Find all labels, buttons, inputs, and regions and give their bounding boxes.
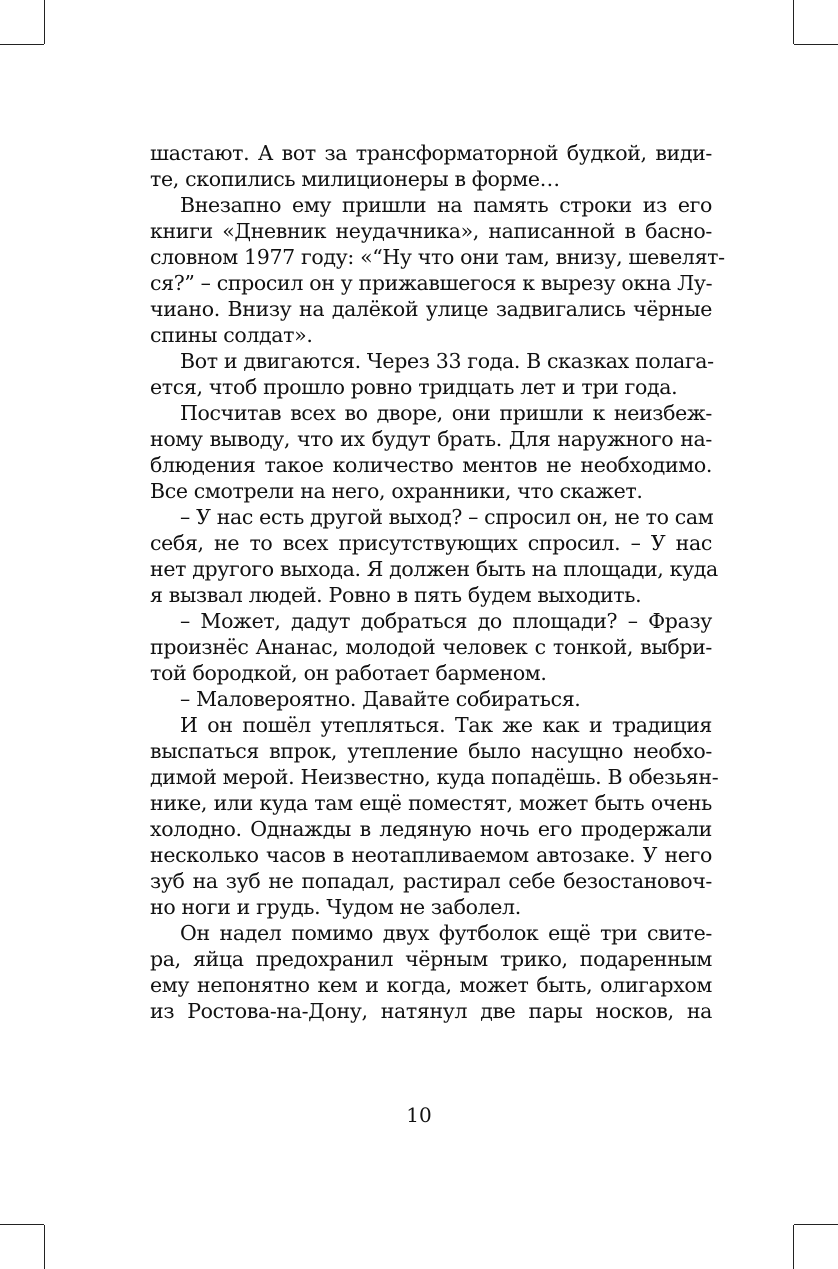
text-line: Все смотрели на него, охранники, что скажет. (150, 479, 643, 503)
text-line: Вот и двигаются. Через 33 года. В сказках полага- (180, 349, 714, 373)
text-line: шастают. А вот за трансформаторной будкой, види- (150, 141, 712, 165)
text-line: – У нас есть другой выход? – спросил он, не то сам (180, 505, 714, 529)
text-line: себя, не то всех присутствующих спросил. – У нас (150, 531, 712, 555)
text-line: Внезапно ему пришли на память строки из его (180, 193, 712, 217)
text-line: книги «Дневник неудачника», написанной в басно- (150, 219, 712, 243)
body-text (150, 140, 725, 1024)
text-line: – Может, дадут добраться до площади? – Фразу (180, 609, 712, 633)
text-line: – Маловероятно. Давайте собираться. (180, 687, 581, 711)
crop-mark-bottom-left (0, 1224, 44, 1225)
text-line: словном 1977 году: «“Ну что они там, внизу, шевелят- (150, 245, 725, 269)
text-line: зуб на зуб не попадал, растирал себе безостановоч- (150, 869, 712, 893)
text-line: но ноги и грудь. Чудом не заболел. (150, 895, 521, 919)
text-line: И он пошёл утепляться. Так же как и традиция (180, 713, 712, 737)
crop-mark-top-right (794, 44, 838, 45)
page-number: 10 (406, 1103, 432, 1127)
text-line: Посчитав всех во дворе, они пришли к неизбеж- (180, 401, 712, 425)
text-line: ему непонятно кем и когда, может быть, олигархом (150, 973, 712, 997)
crop-mark-top-left (44, 0, 45, 44)
text-line: несколько часов в неотапливаемом автозаке. У него (150, 843, 712, 867)
text-line: холодно. Однажды в ледяную ночь его продержали (150, 817, 712, 841)
crop-mark-bottom-right (794, 1224, 838, 1225)
text-line: ется, чтоб прошло ровно тридцать лет и три года. (150, 375, 678, 399)
crop-mark-bottom-right (793, 1225, 794, 1269)
text-line: я вызвал людей. Ровно в пять будем выходить. (150, 583, 642, 607)
crop-mark-top-right (793, 0, 794, 44)
text-line: димой мерой. Неизвестно, куда попадёшь. В обезьян- (150, 765, 719, 789)
text-line: ра, яйца предохранил чёрным трико, подаренным (150, 947, 712, 971)
text-line: Он надел помимо двух футболок ещё три свите- (180, 921, 712, 945)
text-line: ному выводу, что их будут брать. Для наружного на- (150, 427, 712, 451)
crop-mark-bottom-left (44, 1225, 45, 1269)
text-line: ся?” – спросил он у прижавшегося к вырезу окна Лу- (150, 271, 713, 295)
crop-mark-top-left (0, 44, 44, 45)
text-line: той бородкой, он работает барменом. (150, 661, 547, 685)
text-line: спины солдат». (150, 323, 313, 347)
text-line: чиано. Внизу на далёкой улице задвигались чёрные (150, 297, 712, 321)
text-line: нике, или куда там ещё поместят, может быть очень (150, 791, 712, 815)
text-line: те, скопились милиционеры в форме… (150, 167, 560, 191)
text-line: нет другого выхода. Я должен быть на площади, куда (150, 557, 718, 581)
text-line: выспаться впрок, утепление было насущно необхо- (150, 739, 712, 763)
text-line: произнёс Ананас, молодой человек с тонкой, выбри- (150, 635, 712, 659)
text-line: блюдения такое количество ментов не необходимо. (150, 453, 712, 477)
text-line: из Ростова-на-Дону, натянул две пары носков, на (150, 999, 712, 1023)
